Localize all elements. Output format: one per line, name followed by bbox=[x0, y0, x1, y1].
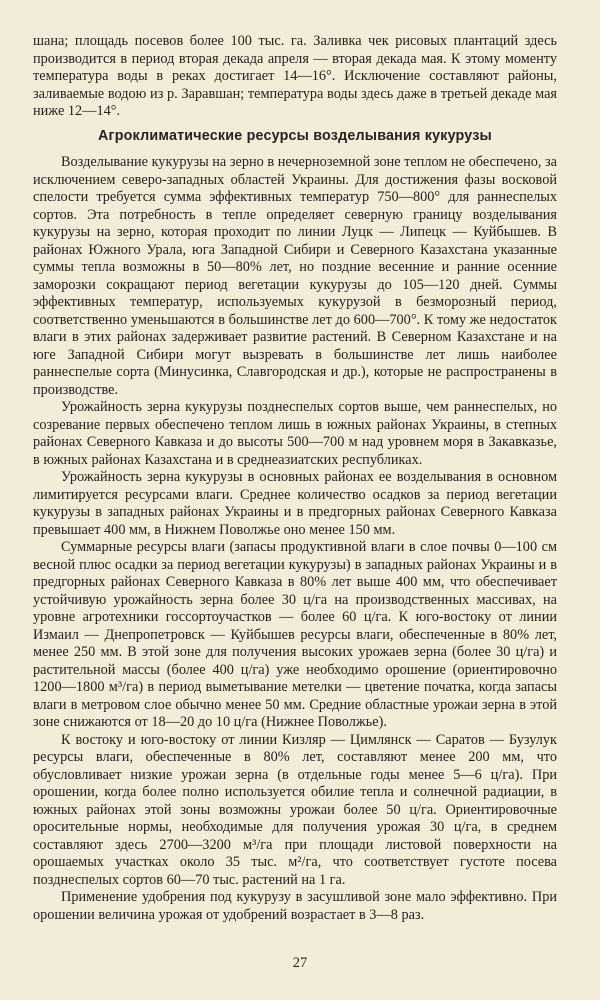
section-heading: Агроклиматические ресурсы возделывания кукурузы bbox=[98, 128, 492, 144]
intro-paragraph: шана; площадь посевов более 100 тыс. га. Заливка чек рисовых плантаций здесь производится в период вторая декада апреля — вторая декада мая. К этому моменту температура воды в реках достигает 14—16°. Исключение составляют районы, заливаемые водою из р. Заравшан; температура воды здесь даже в третьей декаде мая ниже 12—14°. bbox=[33, 33, 557, 119]
paragraph-2: Урожайность зерна кукурузы позднеспелых сортов выше, чем раннеспелых, но созревание первых обеспечено теплом лишь в южных районах Украины, в степных районах Северного Кавказа и до высоты 500—700 м над уровнем моря в Закавказье, в южных районах Казахстана и в среднеазиатских республиках. bbox=[33, 399, 557, 468]
paragraph-4: Суммарные ресурсы влаги (запасы продуктивной влаги в слое почвы 0—100 см весной плюс осадки за период вегетации кукурузы) в западных районах Украины и в предгорных районах Северного Кавказа в 80% лет выше 400 мм, что обеспечивает устойчивую урожайность зерна более 30 ц/га на производственных массивах, на уровне агротехники госсортоучастков — более 60 ц/га. К юго-востоку от линии Измаил — Днепропетровск — Куйбышев ресурсы влаги, обеспеченные в 80% лет, менее 250 мм. В этой зоне для получения высоких урожаев зерна (более 30 ц/га) и растительной массы (более 400 ц/га) уже необходимо орошение (ориентировочно 1200—1800 м³/га) в период выметывание метелки — цветение початка, когда запасы влаги в метровом слое обычно менее 50 мм. Средние областные урожаи зерна в этой зоне снижаются от 18—20 до 10 ц/га (Нижнее Поволжье). bbox=[33, 539, 557, 730]
section-body bbox=[33, 154, 557, 924]
paragraph-6: Применение удобрения под кукурузу в засушливой зоне мало эффективно. При орошении величина урожая от удобрений возрастает в 3—8 раз. bbox=[33, 889, 557, 923]
paragraph-1: Возделывание кукурузы на зерно в нечерноземной зоне теплом не обеспечено, за исключением северо-западных областей Украины. Для достижения фазы восковой спелости требуется сумма эффективных температур 750—800° для раннеспелых сортов. Эта потребность в тепле определяет северную границу возделывания кукурузы на зерно, которая проходит по линии Луцк — Липецк — Куйбышев. В районах Южного Урала, юга Западной Сибири и Северного Казахстана указанные суммы тепла возможны в 50—80% лет, но поздние весенние и ранние осенние заморозки сокращают период вегетации кукурузы до 105—120 дней. Суммы эффективных температур, используемых кукурузой в безморозный период, соответственно уменьшаются в большинстве лет до 600—700°. К тому же недостаток влаги в этих районах задерживает развитие растений. В Северном Казахстане и на юге Западной Сибири могут вызревать в большинстве лет лишь наиболее раннеспелые сорта (Минусинка, Славгородская и др.), которые не распространены в производстве. bbox=[33, 154, 558, 398]
paragraph-5: К востоку и юго-востоку от линии Кизляр — Цимлянск — Саратов — Бузулук ресурсы влаги, обеспеченные в 80% лет, составляют менее 200 мм, что обусловливает низкие урожаи зерна (в отдельные годы менее 5—6 ц/га). При орошении, когда более полно используется обилие тепла и солнечной радиации, в южных районах этой зоны возможны урожаи более 50 ц/га. Ориентировочные оросительные нормы, необходимые для получения урожая 30 ц/га, в среднем составляют здесь 2700—3200 м³/га при площади листовой поверхности на орошаемых участках около 35 тыс. м²/га, что соответствует густоте посева позднеспелых сортов 60—70 тыс. растений на 1 га. bbox=[33, 731, 557, 888]
intro-text bbox=[33, 33, 557, 121]
page-number: 27 bbox=[292, 955, 308, 971]
paragraph-3: Урожайность зерна кукурузы в основных районах ее возделывания в основном лимитируется ресурсами влаги. Среднее количество осадков за период вегетации кукурузы в западных районах Украины и в предгорных районах Северного Кавказа превышает 400 мм, в Нижнем Поволжье оно менее 150 мм. bbox=[33, 469, 557, 538]
